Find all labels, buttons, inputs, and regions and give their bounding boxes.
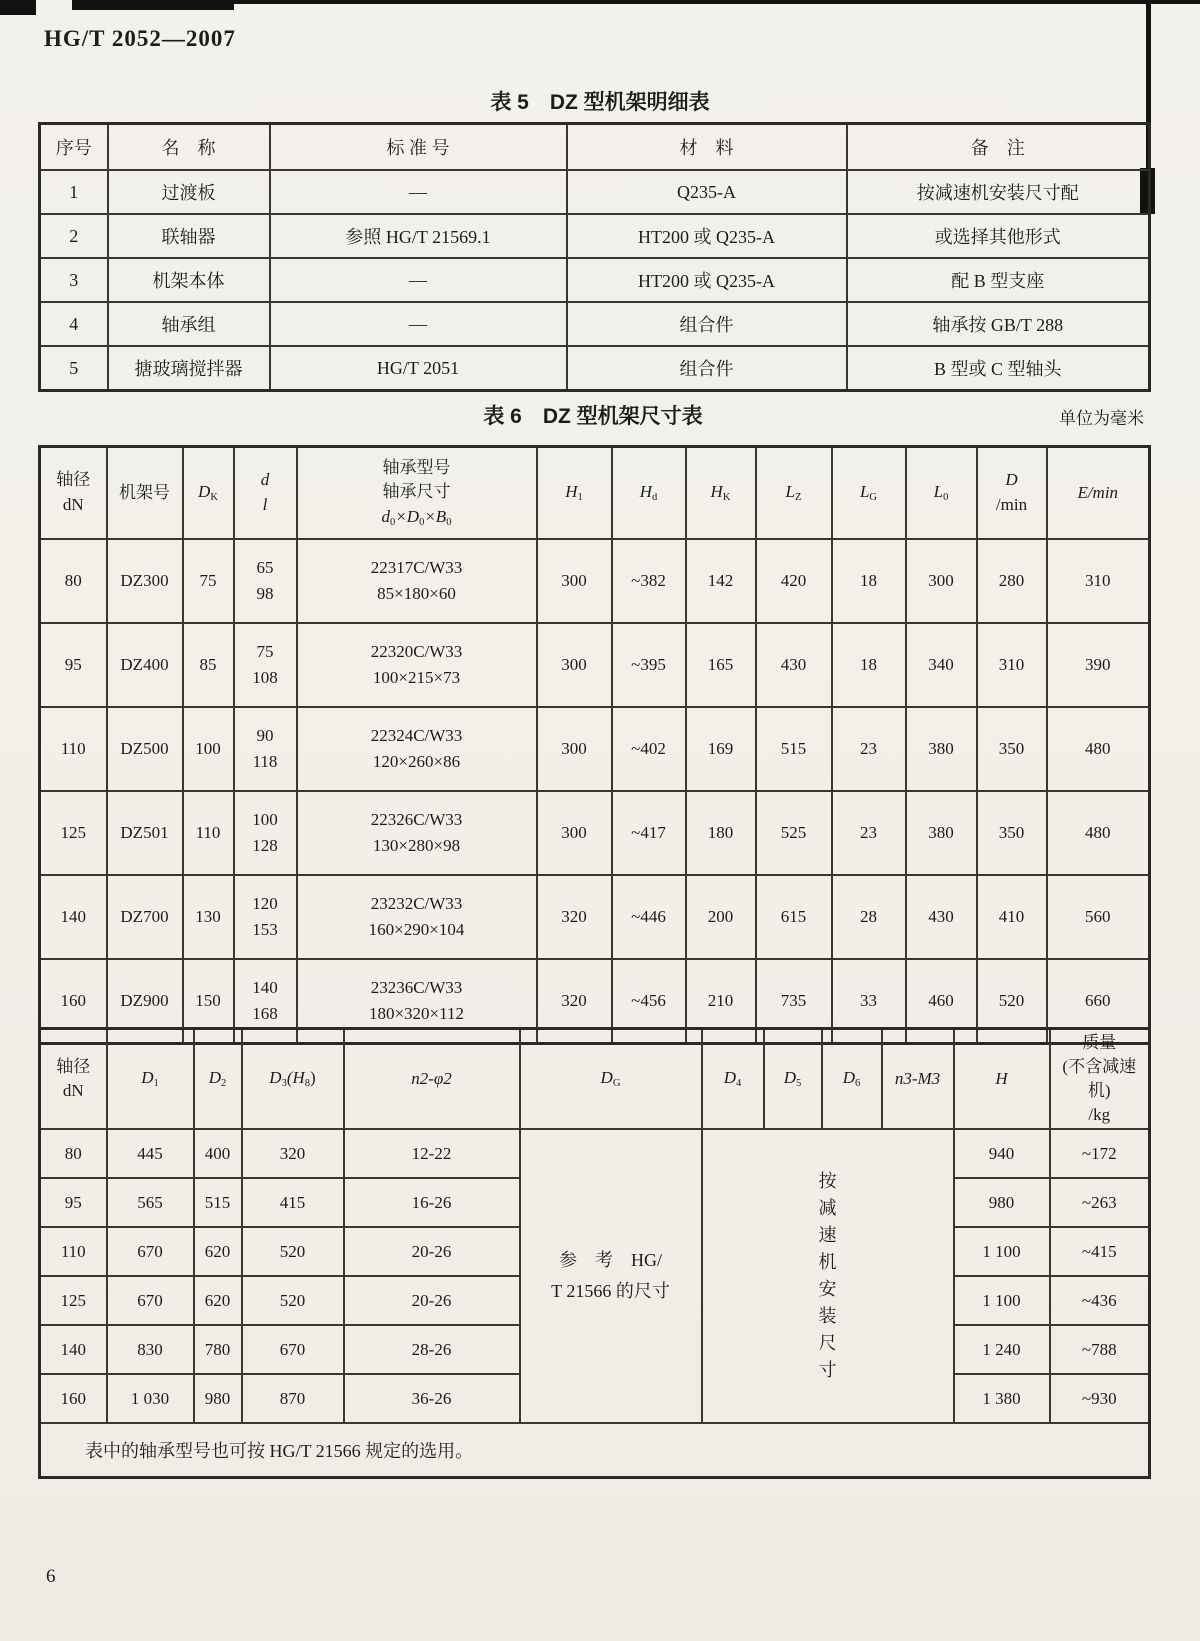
- table5: [38, 122, 1151, 392]
- cell-hd: ~402: [612, 707, 686, 791]
- col-dg: DG: [520, 1029, 702, 1130]
- cell-dl: 100 128: [234, 791, 297, 875]
- col-seq: 序号: [40, 124, 108, 171]
- col-name: 名 称: [108, 124, 270, 171]
- cell-seq: 5: [40, 346, 108, 391]
- cell-h: 1 100: [954, 1227, 1050, 1276]
- cell-d3: 670: [242, 1325, 344, 1374]
- cell-lg: 23: [832, 791, 906, 875]
- cell-d2: 620: [194, 1227, 242, 1276]
- cell-material: 组合件: [567, 346, 847, 391]
- col-standard: 标 准 号: [270, 124, 567, 171]
- col-dn: 轴径 dN: [40, 447, 107, 540]
- col-hk: HK: [686, 447, 756, 540]
- cell-hk: 169: [686, 707, 756, 791]
- cell-dn: 160: [40, 1374, 107, 1423]
- cell-bearing: 22324C/W33 120×260×86: [297, 707, 537, 791]
- cell-dmin: 350: [977, 707, 1047, 791]
- cell-frame: DZ700: [107, 875, 183, 959]
- cell-n2: 12-22: [344, 1129, 520, 1178]
- cell-seq: 3: [40, 258, 108, 302]
- cell-dk: 130: [183, 875, 234, 959]
- cell-dl: 65 98: [234, 539, 297, 623]
- cell-mass: ~930: [1050, 1374, 1150, 1423]
- cell-hd: ~395: [612, 623, 686, 707]
- cell-dn: 95: [40, 623, 107, 707]
- col-dn: 轴径 dN: [40, 1029, 107, 1130]
- cell-l0: 460: [906, 959, 977, 1044]
- cell-emin: 390: [1047, 623, 1150, 707]
- table6-titlebar: [38, 400, 1148, 430]
- cell-d1: 1 030: [107, 1374, 194, 1423]
- cell-dmin: 350: [977, 791, 1047, 875]
- cell-dl: 90 118: [234, 707, 297, 791]
- cell-n2: 28-26: [344, 1325, 520, 1374]
- col-lg: LG: [832, 447, 906, 540]
- cell-hd: ~446: [612, 875, 686, 959]
- cell-standard: 参照 HG/T 21569.1: [270, 214, 567, 258]
- table-row: [40, 539, 1150, 623]
- cell-frame: DZ501: [107, 791, 183, 875]
- cell-h: 1 240: [954, 1325, 1050, 1374]
- table6-title: 表 6 DZ 型机架尺寸表: [483, 405, 703, 428]
- cell-d2: 980: [194, 1374, 242, 1423]
- col-h1: H1: [537, 447, 612, 540]
- cell-remark: B 型或 C 型轴头: [847, 346, 1150, 391]
- cell-n2: 36-26: [344, 1374, 520, 1423]
- cell-hd: ~382: [612, 539, 686, 623]
- table6-lower: [38, 1027, 1151, 1479]
- table-row: [40, 346, 1150, 391]
- col-n2: n2-φ2: [344, 1029, 520, 1130]
- cell-name: 机架本体: [108, 258, 270, 302]
- cell-l0: 380: [906, 791, 977, 875]
- cell-hk: 142: [686, 539, 756, 623]
- cell-h1: 300: [537, 707, 612, 791]
- cell-lg: 18: [832, 539, 906, 623]
- cell-dk: 85: [183, 623, 234, 707]
- table-footnote: 表中的轴承型号也可按 HG/T 21566 规定的选用。: [40, 1423, 1150, 1478]
- table5-title: 表 5 DZ 型机架明细表: [490, 91, 710, 114]
- col-d4: D4: [702, 1029, 764, 1130]
- cell-hd: ~456: [612, 959, 686, 1044]
- cell-dk: 110: [183, 791, 234, 875]
- cell-emin: 560: [1047, 875, 1150, 959]
- cell-emin: 660: [1047, 959, 1150, 1044]
- cell-h: 940: [954, 1129, 1050, 1178]
- scan-artifact: [72, 0, 234, 10]
- table-row: [40, 170, 1150, 214]
- cell-bearing: 22326C/W33 130×280×98: [297, 791, 537, 875]
- cell-d3: 320: [242, 1129, 344, 1178]
- col-dk: DK: [183, 447, 234, 540]
- cell-material: Q235-A: [567, 170, 847, 214]
- cell-l0: 300: [906, 539, 977, 623]
- cell-bearing: 23232C/W33 160×290×104: [297, 875, 537, 959]
- cell-dk: 75: [183, 539, 234, 623]
- cell-frame: DZ500: [107, 707, 183, 791]
- cell-d1: 830: [107, 1325, 194, 1374]
- cell-d3: 520: [242, 1276, 344, 1325]
- col-l0: L0: [906, 447, 977, 540]
- cell-d1: 670: [107, 1276, 194, 1325]
- cell-dn: 140: [40, 875, 107, 959]
- cell-l0: 380: [906, 707, 977, 791]
- cell-mass: ~172: [1050, 1129, 1150, 1178]
- table-row: [40, 302, 1150, 346]
- cell-emin: 480: [1047, 791, 1150, 875]
- cell-dn: 110: [40, 707, 107, 791]
- table6-lower-header-row: [40, 1029, 1150, 1130]
- cell-lz: 735: [756, 959, 832, 1044]
- cell-seq: 1: [40, 170, 108, 214]
- cell-dmin: 520: [977, 959, 1047, 1044]
- cell-material: HT200 或 Q235-A: [567, 258, 847, 302]
- col-d3: D3(H8): [242, 1029, 344, 1130]
- cell-material: HT200 或 Q235-A: [567, 214, 847, 258]
- col-hd: Hd: [612, 447, 686, 540]
- cell-h1: 320: [537, 875, 612, 959]
- cell-standard: HG/T 2051: [270, 346, 567, 391]
- cell-d3: 415: [242, 1178, 344, 1227]
- cell-d2: 620: [194, 1276, 242, 1325]
- cell-lg: 28: [832, 875, 906, 959]
- cell-n2: 20-26: [344, 1276, 520, 1325]
- table-row: [40, 623, 1150, 707]
- cell-h1: 300: [537, 791, 612, 875]
- cell-dn: 160: [40, 959, 107, 1044]
- col-dl: d l: [234, 447, 297, 540]
- cell-remark: 或选择其他形式: [847, 214, 1150, 258]
- page-number: 6: [46, 1566, 56, 1587]
- cell-seq: 2: [40, 214, 108, 258]
- col-d1: D1: [107, 1029, 194, 1130]
- cell-lz: 420: [756, 539, 832, 623]
- col-mass: 质量 (不含减速机) /kg: [1050, 1029, 1150, 1130]
- col-h: H: [954, 1029, 1050, 1130]
- table6-upper: [38, 445, 1151, 1045]
- cell-dk: 100: [183, 707, 234, 791]
- cell-dl: 75 108: [234, 623, 297, 707]
- cell-dl: 140 168: [234, 959, 297, 1044]
- cell-mass: ~788: [1050, 1325, 1150, 1374]
- cell-lg: 23: [832, 707, 906, 791]
- dg-reference-note: 参 考 HG/ T 21566 的尺寸: [520, 1129, 702, 1423]
- cell-d1: 445: [107, 1129, 194, 1178]
- cell-standard: —: [270, 170, 567, 214]
- cell-d2: 780: [194, 1325, 242, 1374]
- table-row: [40, 258, 1150, 302]
- table5-header-row: [40, 124, 1150, 171]
- cell-frame: DZ400: [107, 623, 183, 707]
- scan-artifact: [0, 0, 36, 15]
- cell-dmin: 310: [977, 623, 1047, 707]
- col-d6: D6: [822, 1029, 882, 1130]
- cell-mass: ~263: [1050, 1178, 1150, 1227]
- table-row: [40, 707, 1150, 791]
- cell-dn: 125: [40, 791, 107, 875]
- unit-note: 单位为毫米: [1059, 409, 1144, 428]
- cell-dk: 150: [183, 959, 234, 1044]
- cell-standard: —: [270, 258, 567, 302]
- cell-d1: 670: [107, 1227, 194, 1276]
- cell-frame: DZ300: [107, 539, 183, 623]
- cell-h: 980: [954, 1178, 1050, 1227]
- footnote-row: [40, 1423, 1150, 1478]
- cell-hk: 210: [686, 959, 756, 1044]
- cell-lz: 615: [756, 875, 832, 959]
- cell-d2: 400: [194, 1129, 242, 1178]
- cell-dn: 110: [40, 1227, 107, 1276]
- cell-name: 联轴器: [108, 214, 270, 258]
- cell-l0: 430: [906, 875, 977, 959]
- cell-remark: 按减速机安装尺寸配: [847, 170, 1150, 214]
- cell-dmin: 410: [977, 875, 1047, 959]
- cell-l0: 340: [906, 623, 977, 707]
- cell-lz: 430: [756, 623, 832, 707]
- cell-d3: 520: [242, 1227, 344, 1276]
- install-dimension-note: 按减速机安装尺寸: [702, 1129, 954, 1423]
- cell-h: 1 380: [954, 1374, 1050, 1423]
- cell-hk: 200: [686, 875, 756, 959]
- cell-dn: 95: [40, 1178, 107, 1227]
- cell-d3: 870: [242, 1374, 344, 1423]
- doc-code: HG/T 2052—2007: [44, 26, 236, 51]
- cell-dn: 125: [40, 1276, 107, 1325]
- scan-artifact: [234, 0, 1200, 4]
- col-material: 材 料: [567, 124, 847, 171]
- cell-dmin: 280: [977, 539, 1047, 623]
- cell-d2: 515: [194, 1178, 242, 1227]
- cell-hk: 165: [686, 623, 756, 707]
- cell-h1: 300: [537, 539, 612, 623]
- col-d2: D2: [194, 1029, 242, 1130]
- cell-remark: 轴承按 GB/T 288: [847, 302, 1150, 346]
- cell-hk: 180: [686, 791, 756, 875]
- cell-name: 轴承组: [108, 302, 270, 346]
- cell-lg: 18: [832, 623, 906, 707]
- cell-h1: 300: [537, 623, 612, 707]
- col-d5: D5: [764, 1029, 822, 1130]
- cell-standard: —: [270, 302, 567, 346]
- cell-hd: ~417: [612, 791, 686, 875]
- cell-h1: 320: [537, 959, 612, 1044]
- cell-d1: 565: [107, 1178, 194, 1227]
- cell-bearing: 22317C/W33 85×180×60: [297, 539, 537, 623]
- col-bearing: 轴承型号 轴承尺寸 d0×D0×B0: [297, 447, 537, 540]
- cell-n2: 16-26: [344, 1178, 520, 1227]
- cell-h: 1 100: [954, 1276, 1050, 1325]
- cell-remark: 配 B 型支座: [847, 258, 1150, 302]
- cell-emin: 480: [1047, 707, 1150, 791]
- table-row: [40, 875, 1150, 959]
- cell-mass: ~415: [1050, 1227, 1150, 1276]
- table6-upper-header-row: [40, 447, 1150, 540]
- cell-bearing: 22320C/W33 100×215×73: [297, 623, 537, 707]
- cell-n2: 20-26: [344, 1227, 520, 1276]
- cell-bearing: 23236C/W33 180×320×112: [297, 959, 537, 1044]
- cell-dn: 80: [40, 539, 107, 623]
- cell-dl: 120 153: [234, 875, 297, 959]
- cell-lz: 525: [756, 791, 832, 875]
- col-emin: E/min: [1047, 447, 1150, 540]
- table-row: [40, 791, 1150, 875]
- table-row: [40, 1129, 1150, 1178]
- cell-name: 搪玻璃搅拌器: [108, 346, 270, 391]
- cell-dn: 80: [40, 1129, 107, 1178]
- cell-dn: 140: [40, 1325, 107, 1374]
- cell-lg: 33: [832, 959, 906, 1044]
- cell-mass: ~436: [1050, 1276, 1150, 1325]
- col-remark: 备 注: [847, 124, 1150, 171]
- col-dmin: D /min: [977, 447, 1047, 540]
- cell-lz: 515: [756, 707, 832, 791]
- col-frame: 机架号: [107, 447, 183, 540]
- cell-name: 过渡板: [108, 170, 270, 214]
- cell-material: 组合件: [567, 302, 847, 346]
- cell-frame: DZ900: [107, 959, 183, 1044]
- col-lz: LZ: [756, 447, 832, 540]
- cell-seq: 4: [40, 302, 108, 346]
- col-n3: n3-M3: [882, 1029, 954, 1130]
- table-row: [40, 214, 1150, 258]
- cell-emin: 310: [1047, 539, 1150, 623]
